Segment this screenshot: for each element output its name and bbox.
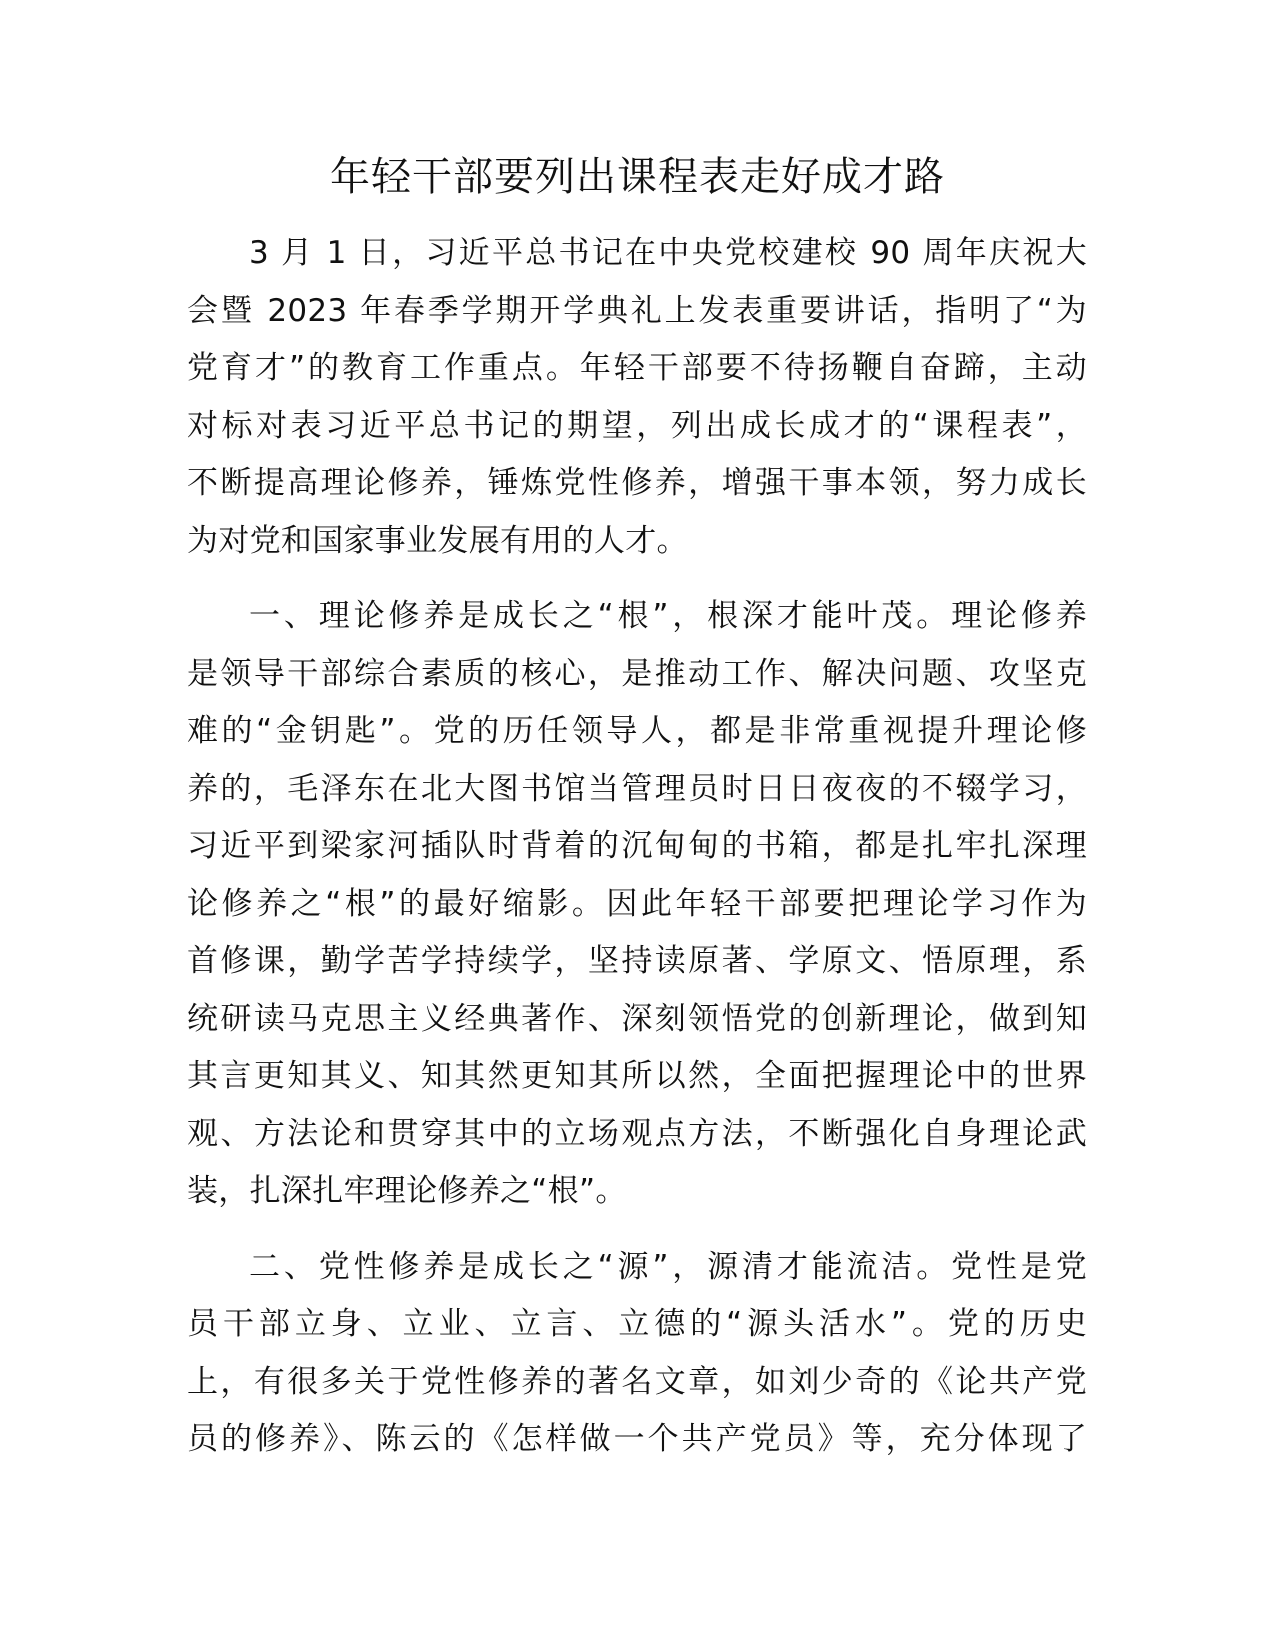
paragraph-intro xyxy=(187,225,1087,570)
text-line: 一、理论修养是成长之“根”，根深才能叶茂。理论修养 xyxy=(249,598,1087,634)
text-line: 会暨 2023 年春季学期开学典礼上发表重要讲话，指明了“为 xyxy=(187,292,1087,329)
text-line: 二、党性修养是成长之“源”，源清才能流洁。党性是党 xyxy=(249,1248,1087,1285)
text-line: 是领导干部综合素质的核心，是推动工作、解决问题、攻坚克 xyxy=(187,655,1087,692)
text-line: 为对党和国家事业发展有用的人才。 xyxy=(187,522,688,559)
text-line: 对标对表习近平总书记的期望，列出成长成才的“课程表”， xyxy=(187,407,1087,444)
text-line: 习近平到梁家河插队时背着的沉甸甸的书箱，都是扎牢扎深理 xyxy=(187,828,1087,864)
text-line: 党育才”的教育工作重点。年轻干部要不待扬鞭自奋蹄，主动 xyxy=(187,350,1087,386)
text-line: 难的“金钥匙”。党的历任领导人，都是非常重视提升理论修 xyxy=(187,713,1087,749)
text-line: 论修养之“根”的最好缩影。因此年轻干部要把理论学习作为 xyxy=(187,885,1087,922)
paragraph-party-spirit xyxy=(187,1239,1087,1469)
text-line: 首修课，勤学苦学持续学，坚持读原著、学原文、悟原理，系 xyxy=(187,943,1087,979)
text-line: 装，扎深扎牢理论修养之“根”。 xyxy=(187,1173,627,1209)
document-title: 年轻干部要列出课程表走好成才路 xyxy=(330,154,945,200)
text-line: 不断提高理论修养，锤炼党性修养，增强干事本领，努力成长 xyxy=(187,465,1087,501)
text-line: 员干部立身、立业、立言、立德的“源头活水”。党的历史 xyxy=(187,1306,1087,1342)
text-line: 上，有很多关于党性修养的著名文章，如刘少奇的《论共产党 xyxy=(187,1363,1087,1400)
text-line: 观、方法论和贯穿其中的立场观点方法，不断强化自身理论武 xyxy=(187,1115,1087,1152)
text-line: 其言更知其义、知其然更知其所以然，全面把握理论中的世界 xyxy=(187,1058,1087,1094)
text-line: 养的，毛泽东在北大图书馆当管理员时日日夜夜的不辍学习， xyxy=(187,770,1087,807)
text-line: 统研读马克思主义经典著作、深刻领悟党的创新理论，做到知 xyxy=(187,1000,1087,1037)
text-line: 3 月 1 日，习近平总书记在中央党校建校 90 周年庆祝大 xyxy=(249,235,1087,271)
text-line: 员的修养》、陈云的《怎样做一个共产党员》等，充分体现了 xyxy=(187,1421,1087,1457)
document-body xyxy=(187,225,1087,1487)
paragraph-theory xyxy=(187,588,1087,1221)
